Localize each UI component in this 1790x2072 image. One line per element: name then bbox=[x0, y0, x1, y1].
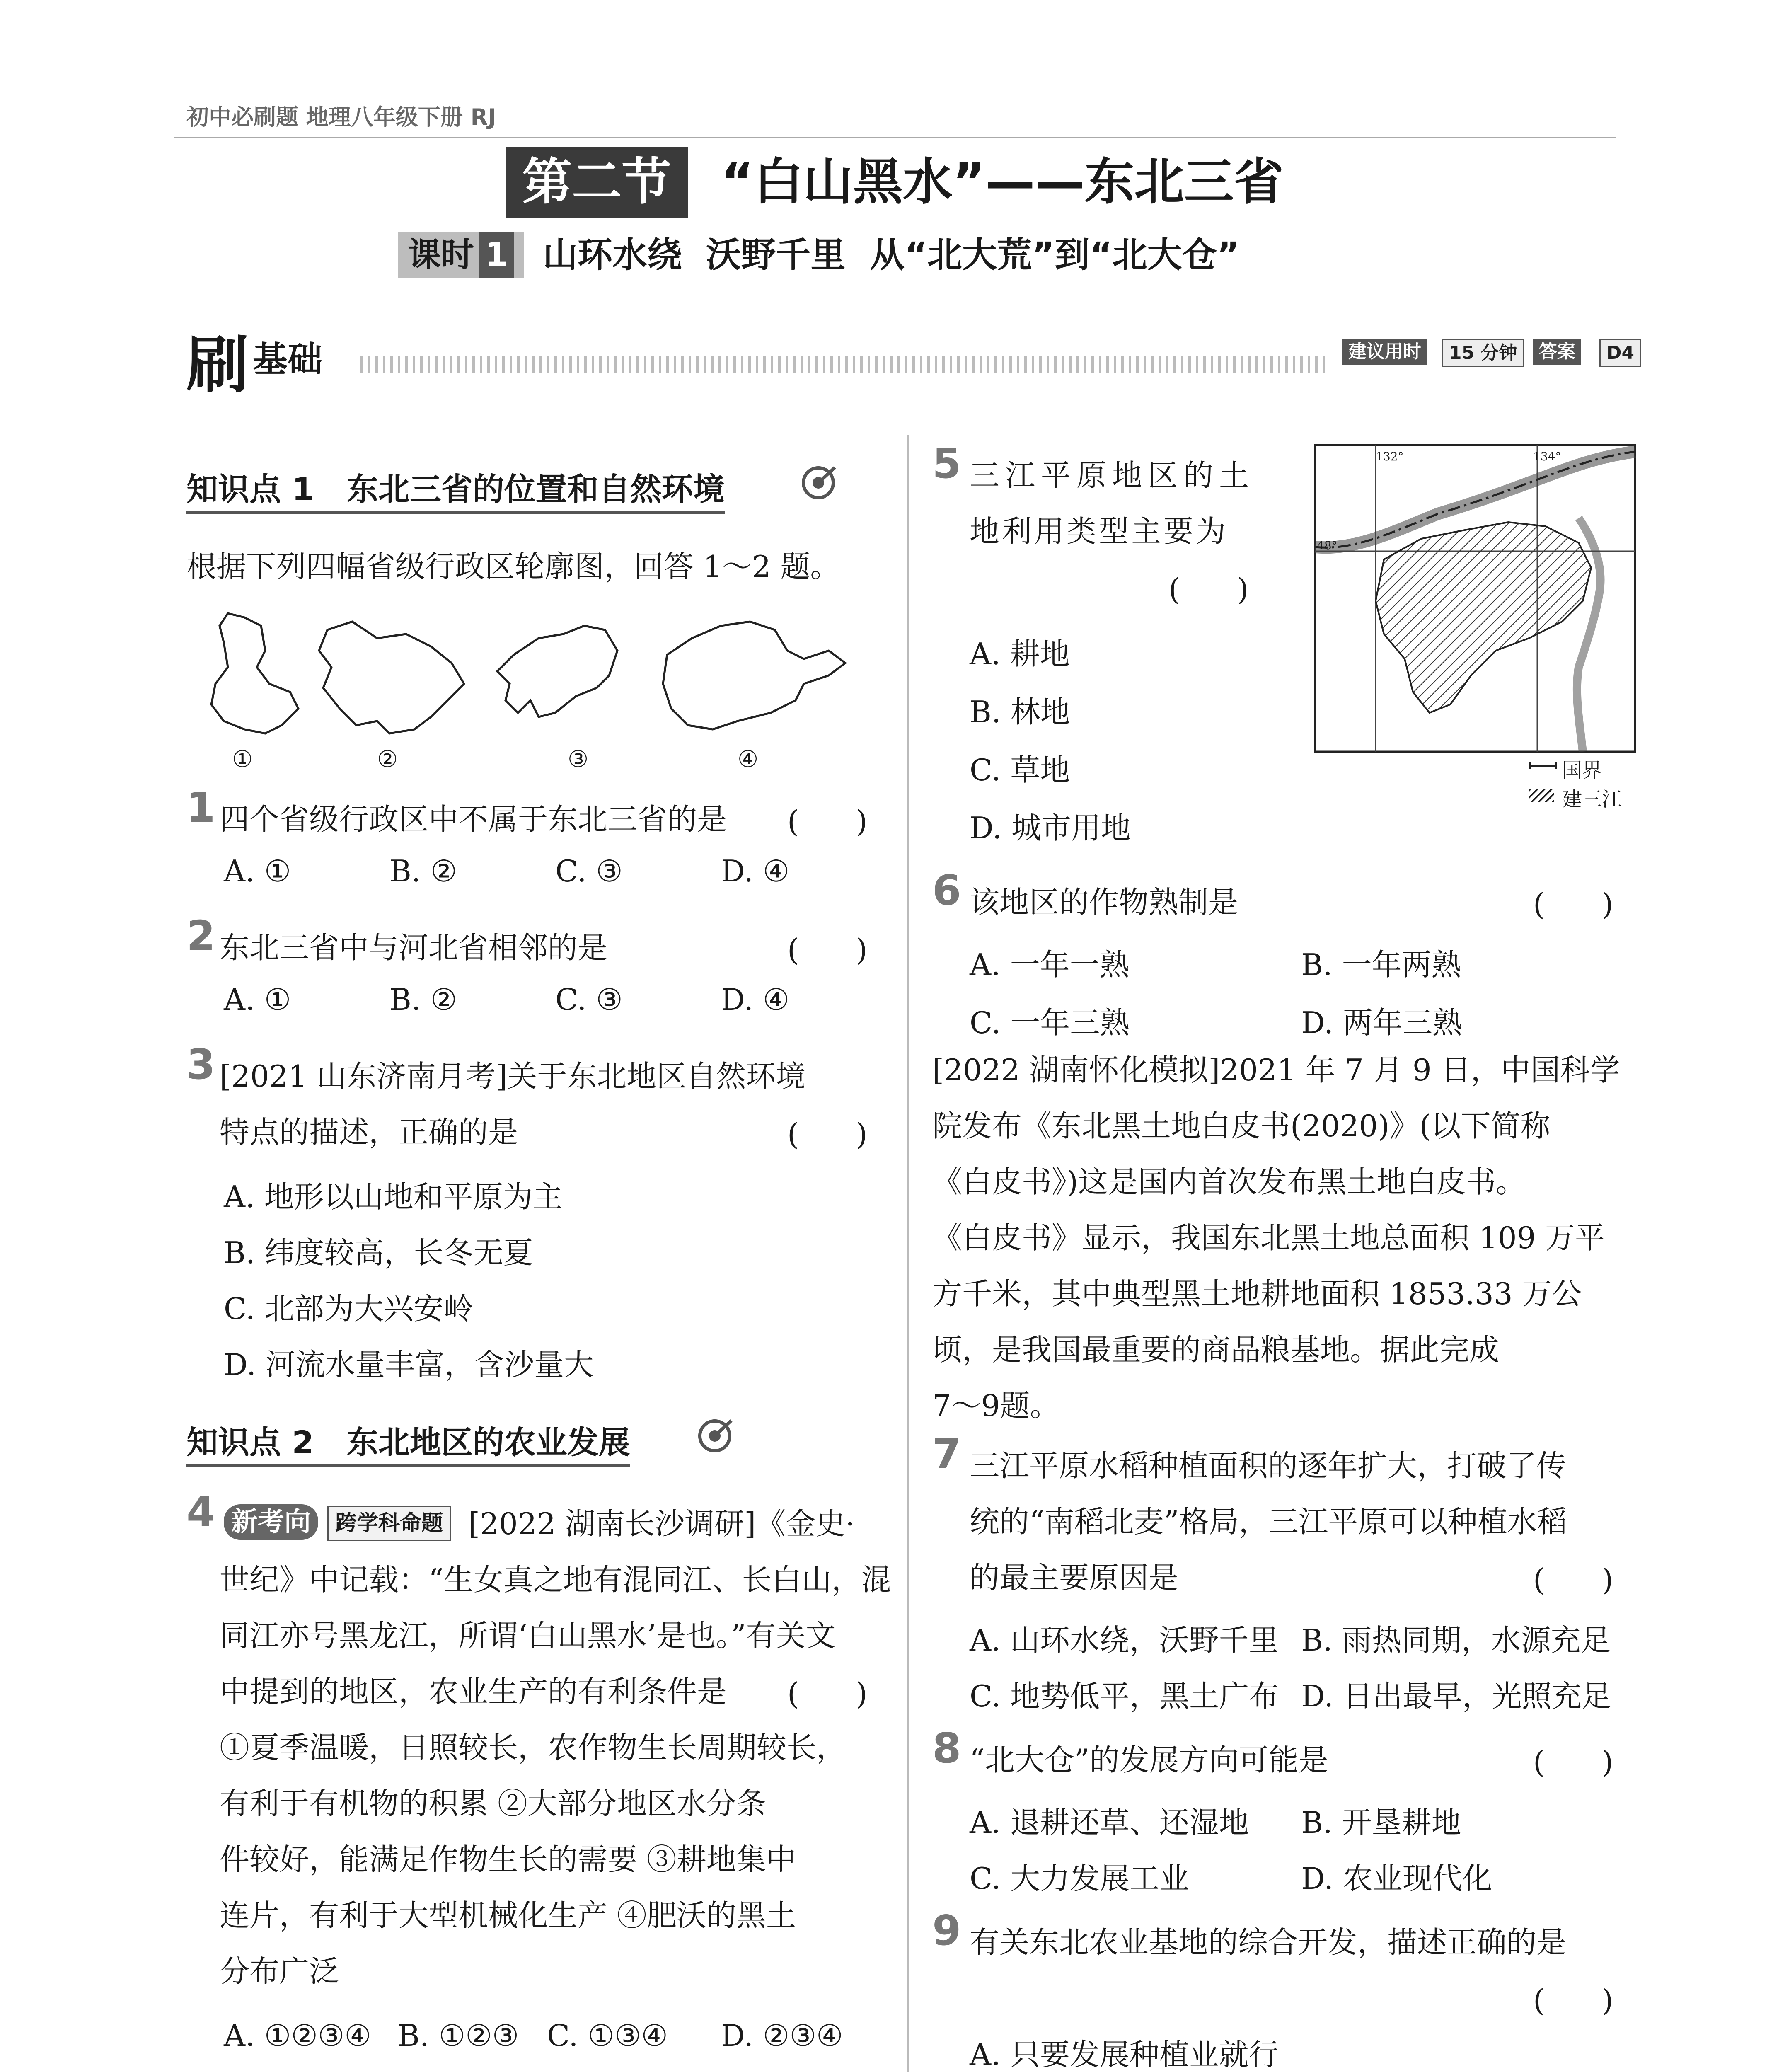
outline-2 bbox=[319, 622, 464, 733]
intro-7-9-line7: 7～9题。 bbox=[932, 1388, 1060, 1423]
q3-option-d: D. 河流水量丰富，含沙量大 bbox=[224, 1347, 594, 1382]
time-label: 建议用时 bbox=[1342, 339, 1427, 365]
outline-label-2: ② bbox=[377, 746, 398, 773]
question-4-paren: ( ) bbox=[787, 1676, 868, 1711]
lesson-label: 课时 bbox=[408, 235, 474, 274]
intro-7-9-line6: 顷，是我国最重要的商品粮基地。据此完成 bbox=[932, 1332, 1500, 1367]
map-lat-48: 48° bbox=[1317, 539, 1338, 552]
outline-label-4: ④ bbox=[738, 746, 759, 773]
answer-label: 答案 bbox=[1533, 339, 1581, 365]
question-5-stem-line1: 三江平原地区的土 bbox=[970, 458, 1255, 493]
knowledge-point-2-title: 知识点 2 东北地区的农业发展 bbox=[186, 1417, 630, 1467]
q6-option-d: D. 两年三熟 bbox=[1301, 1005, 1462, 1040]
question-number-7: 7 bbox=[932, 1430, 961, 1478]
question-7-paren: ( ) bbox=[1533, 1562, 1613, 1597]
q6-option-c: C. 一年三熟 bbox=[970, 1005, 1130, 1040]
q1-option-d: D. ④ bbox=[721, 854, 790, 888]
question-number-6: 6 bbox=[932, 866, 961, 915]
q2-option-c: C. ③ bbox=[555, 982, 623, 1017]
new-direction-badge: 新考向 bbox=[224, 1504, 318, 1540]
outline-4 bbox=[663, 622, 845, 729]
target-icon bbox=[800, 464, 837, 501]
q7-option-a: A. 山环水绕，沃野千里 bbox=[970, 1623, 1279, 1658]
question-6-stem: 该地区的作物熟制是 bbox=[970, 885, 1238, 920]
q7-option-b: B. 雨热同期，水源充足 bbox=[1301, 1623, 1611, 1658]
question-number-5: 5 bbox=[932, 439, 961, 488]
question-4-stem-line2: 世纪》中记载：“生女真之地有混同江、长白山，混 bbox=[220, 1562, 891, 1597]
q4-option-a: A. ①②③④ bbox=[224, 2018, 371, 2053]
outline-1 bbox=[211, 613, 298, 733]
q6-option-b: B. 一年两熟 bbox=[1301, 947, 1461, 982]
question-1-stem: 四个省级行政区中不属于东北三省的是 bbox=[220, 802, 727, 837]
question-4-item-line1: ①夏季温暖，日照较长，农作物生长周期较长， bbox=[220, 1730, 847, 1765]
column-divider bbox=[907, 435, 909, 2072]
question-6-paren: ( ) bbox=[1533, 887, 1613, 922]
question-5-stem-line2: 地利用类型主要为 bbox=[970, 514, 1229, 549]
shua-mark: 刷 bbox=[186, 329, 249, 402]
question-number-3: 3 bbox=[186, 1040, 215, 1089]
question-4-item-line4: 连片，有利于大型机械化生产 ④肥沃的黑土 bbox=[220, 1898, 796, 1933]
question-number-1: 1 bbox=[186, 783, 215, 832]
question-7-stem-line2: 统的“南稻北麦”格局，三江平原可以种植水稻 bbox=[970, 1504, 1567, 1539]
hatch-legend-icon bbox=[1529, 789, 1554, 802]
question-5-paren: ( ) bbox=[1168, 572, 1249, 607]
outline-label-1: ① bbox=[232, 746, 253, 773]
intro-q1-2: 根据下列四幅省级行政区轮廓图，回答 1～2 题。 bbox=[186, 549, 840, 584]
question-number-2: 2 bbox=[186, 912, 215, 960]
q4-option-b: B. ①②③ bbox=[398, 2018, 519, 2053]
map-lon-132: 132° bbox=[1376, 450, 1404, 463]
outline-3 bbox=[497, 626, 617, 717]
intro-7-9-line3: 《白皮书》)这是国内首次发布黑土地白皮书。 bbox=[932, 1164, 1526, 1199]
question-9-paren: ( ) bbox=[1533, 1983, 1613, 2018]
q1-option-a: A. ① bbox=[224, 854, 291, 888]
q8-option-c: C. 大力发展工业 bbox=[970, 1861, 1190, 1896]
q9-option-a: A. 只要发展种植业就行 bbox=[970, 2037, 1279, 2072]
q2-option-b: B. ② bbox=[389, 982, 457, 1017]
lesson-title: 山环水绕 沃野千里 从“北大荒”到“北大仓” bbox=[543, 235, 1240, 275]
header-rule bbox=[174, 137, 1616, 138]
question-3-stem-line2: 特点的描述，正确的是 bbox=[220, 1115, 518, 1150]
target-icon bbox=[696, 1417, 733, 1455]
question-1-paren: ( ) bbox=[787, 804, 868, 839]
question-number-4: 4 bbox=[186, 1488, 215, 1536]
lesson-number: 1 bbox=[479, 232, 514, 278]
question-4-stem-line1: [2022 湖南长沙调研]《金史· bbox=[468, 1506, 855, 1541]
q7-option-d: D. 日出最早，光照充足 bbox=[1301, 1679, 1611, 1714]
question-3-paren: ( ) bbox=[787, 1117, 868, 1152]
lesson-label-box bbox=[398, 232, 524, 278]
border-legend-icon bbox=[1529, 762, 1557, 769]
q5-option-a: A. 耕地 bbox=[970, 637, 1070, 671]
answer-value: D4 bbox=[1599, 339, 1641, 367]
outline-label-3: ③ bbox=[568, 746, 589, 773]
knowledge-point-1-title: 知识点 1 东北三省的位置和自然环境 bbox=[186, 464, 725, 514]
book-header: 初中必刷题 地理八年级下册 RJ bbox=[186, 104, 496, 130]
province-outlines bbox=[199, 605, 878, 771]
intro-7-9-line4: 《白皮书》显示，我国东北黑土地总面积 109 万平 bbox=[932, 1220, 1605, 1255]
intro-7-9-line5: 方千米，其中典型黑土地耕地面积 1853.33 万公 bbox=[932, 1276, 1582, 1311]
question-number-9: 9 bbox=[932, 1906, 961, 1955]
time-value: 15 分钟 bbox=[1442, 339, 1524, 367]
q2-option-d: D. ④ bbox=[721, 982, 790, 1017]
q5-option-b: B. 林地 bbox=[970, 695, 1070, 729]
q6-option-a: A. 一年一熟 bbox=[970, 947, 1130, 982]
map-legend-jiansanjiang: 建三江 bbox=[1562, 788, 1622, 811]
question-7-stem-line1: 三江平原水稻种植面积的逐年扩大，打破了传 bbox=[970, 1448, 1567, 1483]
dotted-band bbox=[360, 356, 1330, 373]
q5-option-d: D. 城市用地 bbox=[970, 811, 1131, 845]
question-4-item-line5: 分布广泛 bbox=[220, 1954, 339, 1989]
question-8-stem: “北大仓”的发展方向可能是 bbox=[970, 1743, 1328, 1777]
question-4-stem-line3: 同江亦号黑龙江，所谓‘白山黑水’是也。”有关文 bbox=[220, 1618, 836, 1653]
intro-7-9-line2: 院发布《东北黑土地白皮书(2020)》(以下简称 bbox=[932, 1109, 1551, 1143]
question-3-stem-line1: [2021 山东济南月考]关于东北地区自然环境 bbox=[220, 1059, 806, 1094]
q4-option-d: D. ②③④ bbox=[721, 2018, 843, 2053]
question-7-stem-line3: 的最主要原因是 bbox=[970, 1560, 1179, 1595]
section-title: “白山黑水”——东北三省 bbox=[721, 153, 1284, 211]
jiansanjiang-map bbox=[1313, 443, 1637, 758]
q4-option-c: C. ①③④ bbox=[547, 2018, 668, 2053]
q2-option-a: A. ① bbox=[224, 982, 291, 1017]
question-2-stem: 东北三省中与河北省相邻的是 bbox=[220, 930, 608, 965]
q3-option-c: C. 北部为大兴安岭 bbox=[224, 1291, 474, 1326]
q8-option-a: A. 退耕还草、还湿地 bbox=[970, 1805, 1249, 1840]
question-number-8: 8 bbox=[932, 1724, 961, 1772]
map-legend-border: 国界 bbox=[1562, 759, 1602, 782]
band-title: 基础 bbox=[253, 339, 323, 380]
q8-option-b: B. 开垦耕地 bbox=[1301, 1805, 1461, 1840]
intro-7-9-line1: [2022 湖南怀化模拟]2021 年 7 月 9 日，中国科学 bbox=[932, 1053, 1620, 1087]
question-2-paren: ( ) bbox=[787, 932, 868, 967]
section-label: 第二节 bbox=[506, 147, 688, 218]
cross-subject-badge: 跨学科命题 bbox=[327, 1506, 451, 1541]
q5-option-c: C. 草地 bbox=[970, 753, 1070, 787]
question-4-item-line3: 件较好，能满足作物生长的需要 ③耕地集中 bbox=[220, 1842, 796, 1877]
q1-option-c: C. ③ bbox=[555, 854, 623, 888]
q7-option-c: C. 地势低平，黑土广布 bbox=[970, 1679, 1279, 1714]
map-lon-134: 134° bbox=[1533, 450, 1561, 463]
q1-option-b: B. ② bbox=[389, 854, 457, 888]
q8-option-d: D. 农业现代化 bbox=[1301, 1861, 1492, 1896]
question-4-item-line2: 有利于有机物的积累 ②大部分地区水分条 bbox=[220, 1786, 766, 1821]
q3-option-a: A. 地形以山地和平原为主 bbox=[224, 1179, 563, 1214]
question-9-stem: 有关东北农业基地的综合开发，描述正确的是 bbox=[970, 1925, 1567, 1960]
question-8-paren: ( ) bbox=[1533, 1745, 1613, 1779]
q3-option-b: B. 纬度较高，长冬无夏 bbox=[224, 1235, 533, 1270]
question-4-stem-line4: 中提到的地区，农业生产的有利条件是 bbox=[220, 1674, 727, 1709]
